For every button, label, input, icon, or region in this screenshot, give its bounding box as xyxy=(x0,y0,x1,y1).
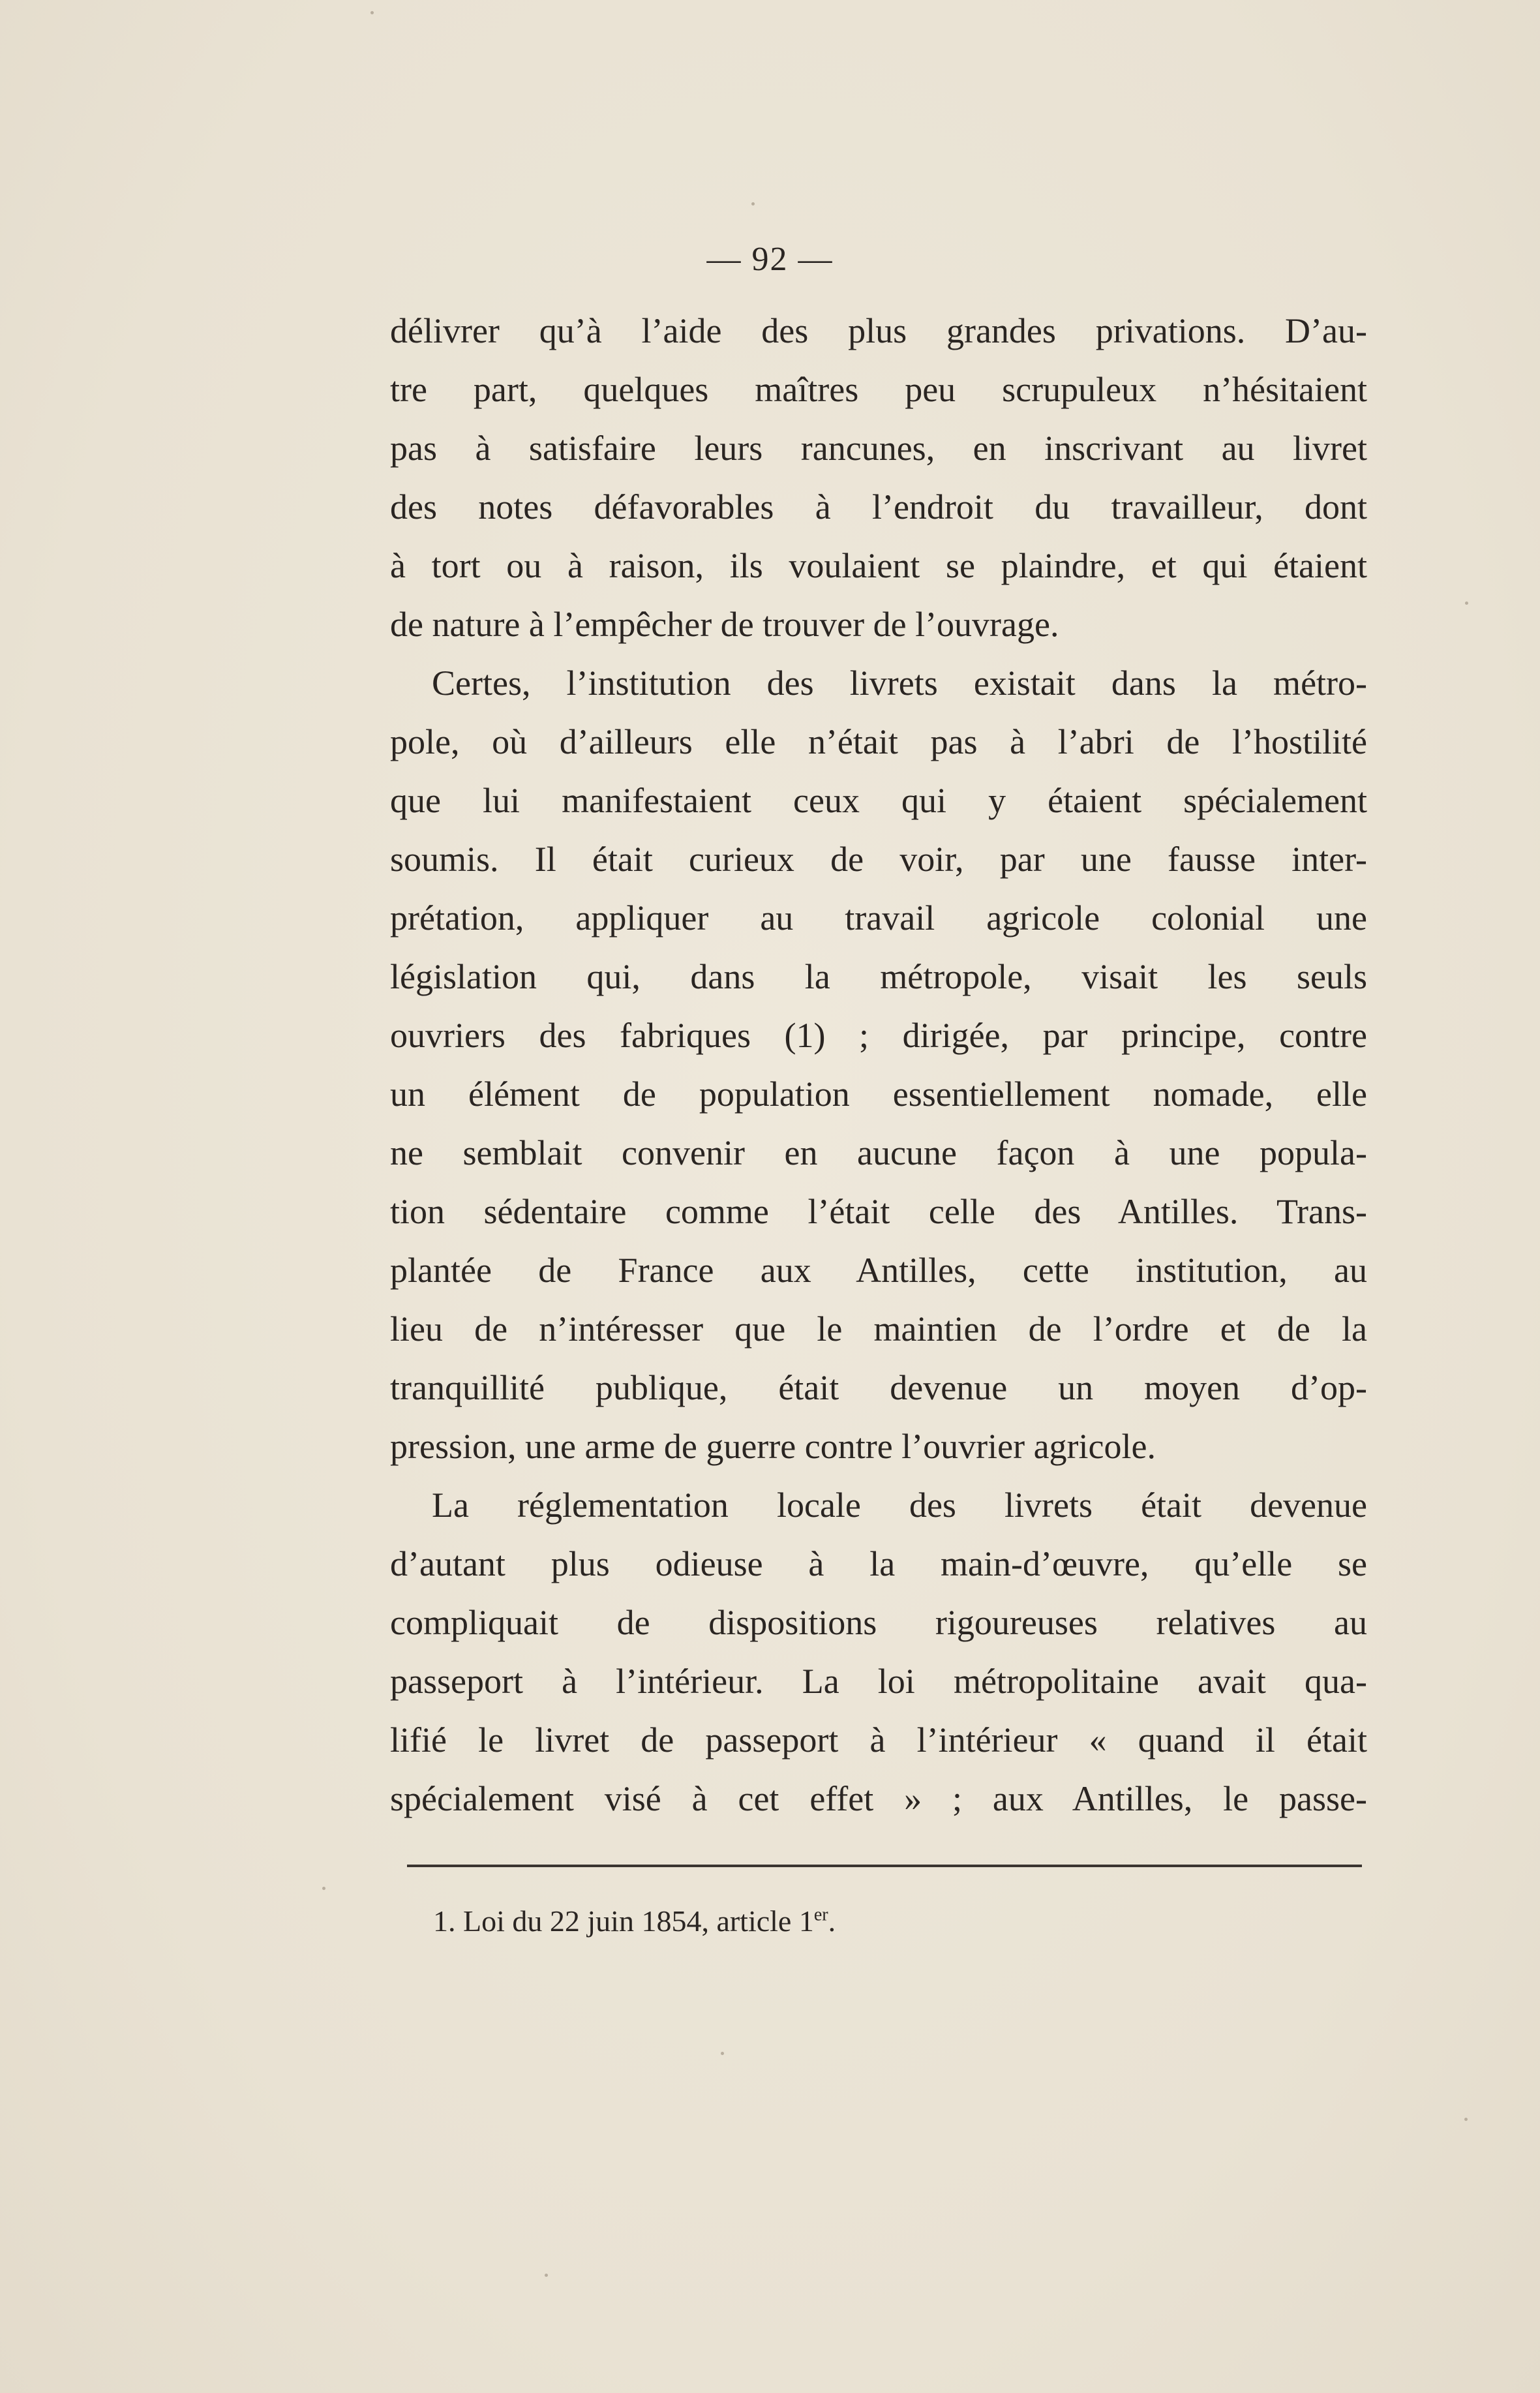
text-line: un élément de population essentiellement nomade, elle xyxy=(390,1075,1367,1114)
footnote-rule xyxy=(407,1865,1362,1867)
paper-speck xyxy=(370,11,374,14)
text-line: Certes, l’institution des livrets existait dans la métro- xyxy=(432,663,1367,703)
text-line: plantée de France aux Antilles, cette institution, au xyxy=(390,1251,1367,1290)
text-line: à tort ou à raison, ils voulaient se plaindre, et qui étaient xyxy=(390,546,1367,585)
text-line: spécialement visé à cet effet » ; aux Antilles, le passe- xyxy=(390,1779,1367,1818)
text-line: tranquillité publique, était devenue un moyen d’op- xyxy=(390,1368,1367,1407)
page-number: — 92 — xyxy=(706,241,834,278)
text-line: tre part, quelques maîtres peu scrupuleux n’hésitaient xyxy=(390,370,1367,409)
text-line: ne semblait convenir en aucune façon à une popula- xyxy=(390,1133,1367,1172)
body-text xyxy=(390,301,1367,1828)
text-line: La réglementation locale des livrets était devenue xyxy=(432,1486,1367,1525)
text-line: lieu de n’intéresser que le maintien de l’ordre et de la xyxy=(390,1309,1367,1349)
text-line: passeport à l’intérieur. La loi métropolitaine avait qua- xyxy=(390,1662,1367,1701)
text-line: prétation, appliquer au travail agricole colonial une xyxy=(390,898,1367,937)
paper-speck xyxy=(721,2052,724,2055)
paper-speck xyxy=(322,1887,325,1890)
text-line: tion sédentaire comme l’était celle des Antilles. Trans- xyxy=(390,1192,1367,1231)
footnote xyxy=(433,1898,836,1944)
text-line: législation qui, dans la métropole, visait les seuls xyxy=(390,957,1367,996)
paper-speck xyxy=(1465,602,1468,605)
text-line: délivrer qu’à l’aide des plus grandes privations. D’au- xyxy=(390,311,1367,350)
text-line: pole, où d’ailleurs elle n’était pas à l’abri de l’hostilité xyxy=(390,722,1367,761)
paper-speck xyxy=(1464,2118,1468,2121)
paper-speck xyxy=(545,2274,548,2277)
text-line: pression, une arme de guerre contre l’ouvrier agricole. xyxy=(390,1427,1156,1466)
footnote-superscript: er xyxy=(813,1904,828,1925)
text-line: compliquait de dispositions rigoureuses relatives au xyxy=(390,1603,1367,1642)
paper-speck xyxy=(751,202,755,206)
text-line: d’autant plus odieuse à la main-d’œuvre, qu’elle se xyxy=(390,1544,1367,1583)
text-line: de nature à l’empêcher de trouver de l’ouvrage. xyxy=(390,605,1059,644)
text-line: que lui manifestaient ceux qui y étaient spécialement xyxy=(390,781,1367,820)
footnote-text: 1. Loi du 22 juin 1854, article 1 xyxy=(433,1904,814,1938)
text-line: ouvriers des fabriques (1) ; dirigée, par principe, contre xyxy=(390,1016,1367,1055)
text-line: soumis. Il était curieux de voir, par une fausse inter- xyxy=(390,840,1367,879)
footnote-suffix: . xyxy=(828,1904,836,1938)
text-line: lifié le livret de passeport à l’intérieur « quand il était xyxy=(390,1720,1367,1760)
text-line: pas à satisfaire leurs rancunes, en inscrivant au livret xyxy=(390,429,1367,468)
text-line: des notes défavorables à l’endroit du travailleur, dont xyxy=(390,487,1367,526)
